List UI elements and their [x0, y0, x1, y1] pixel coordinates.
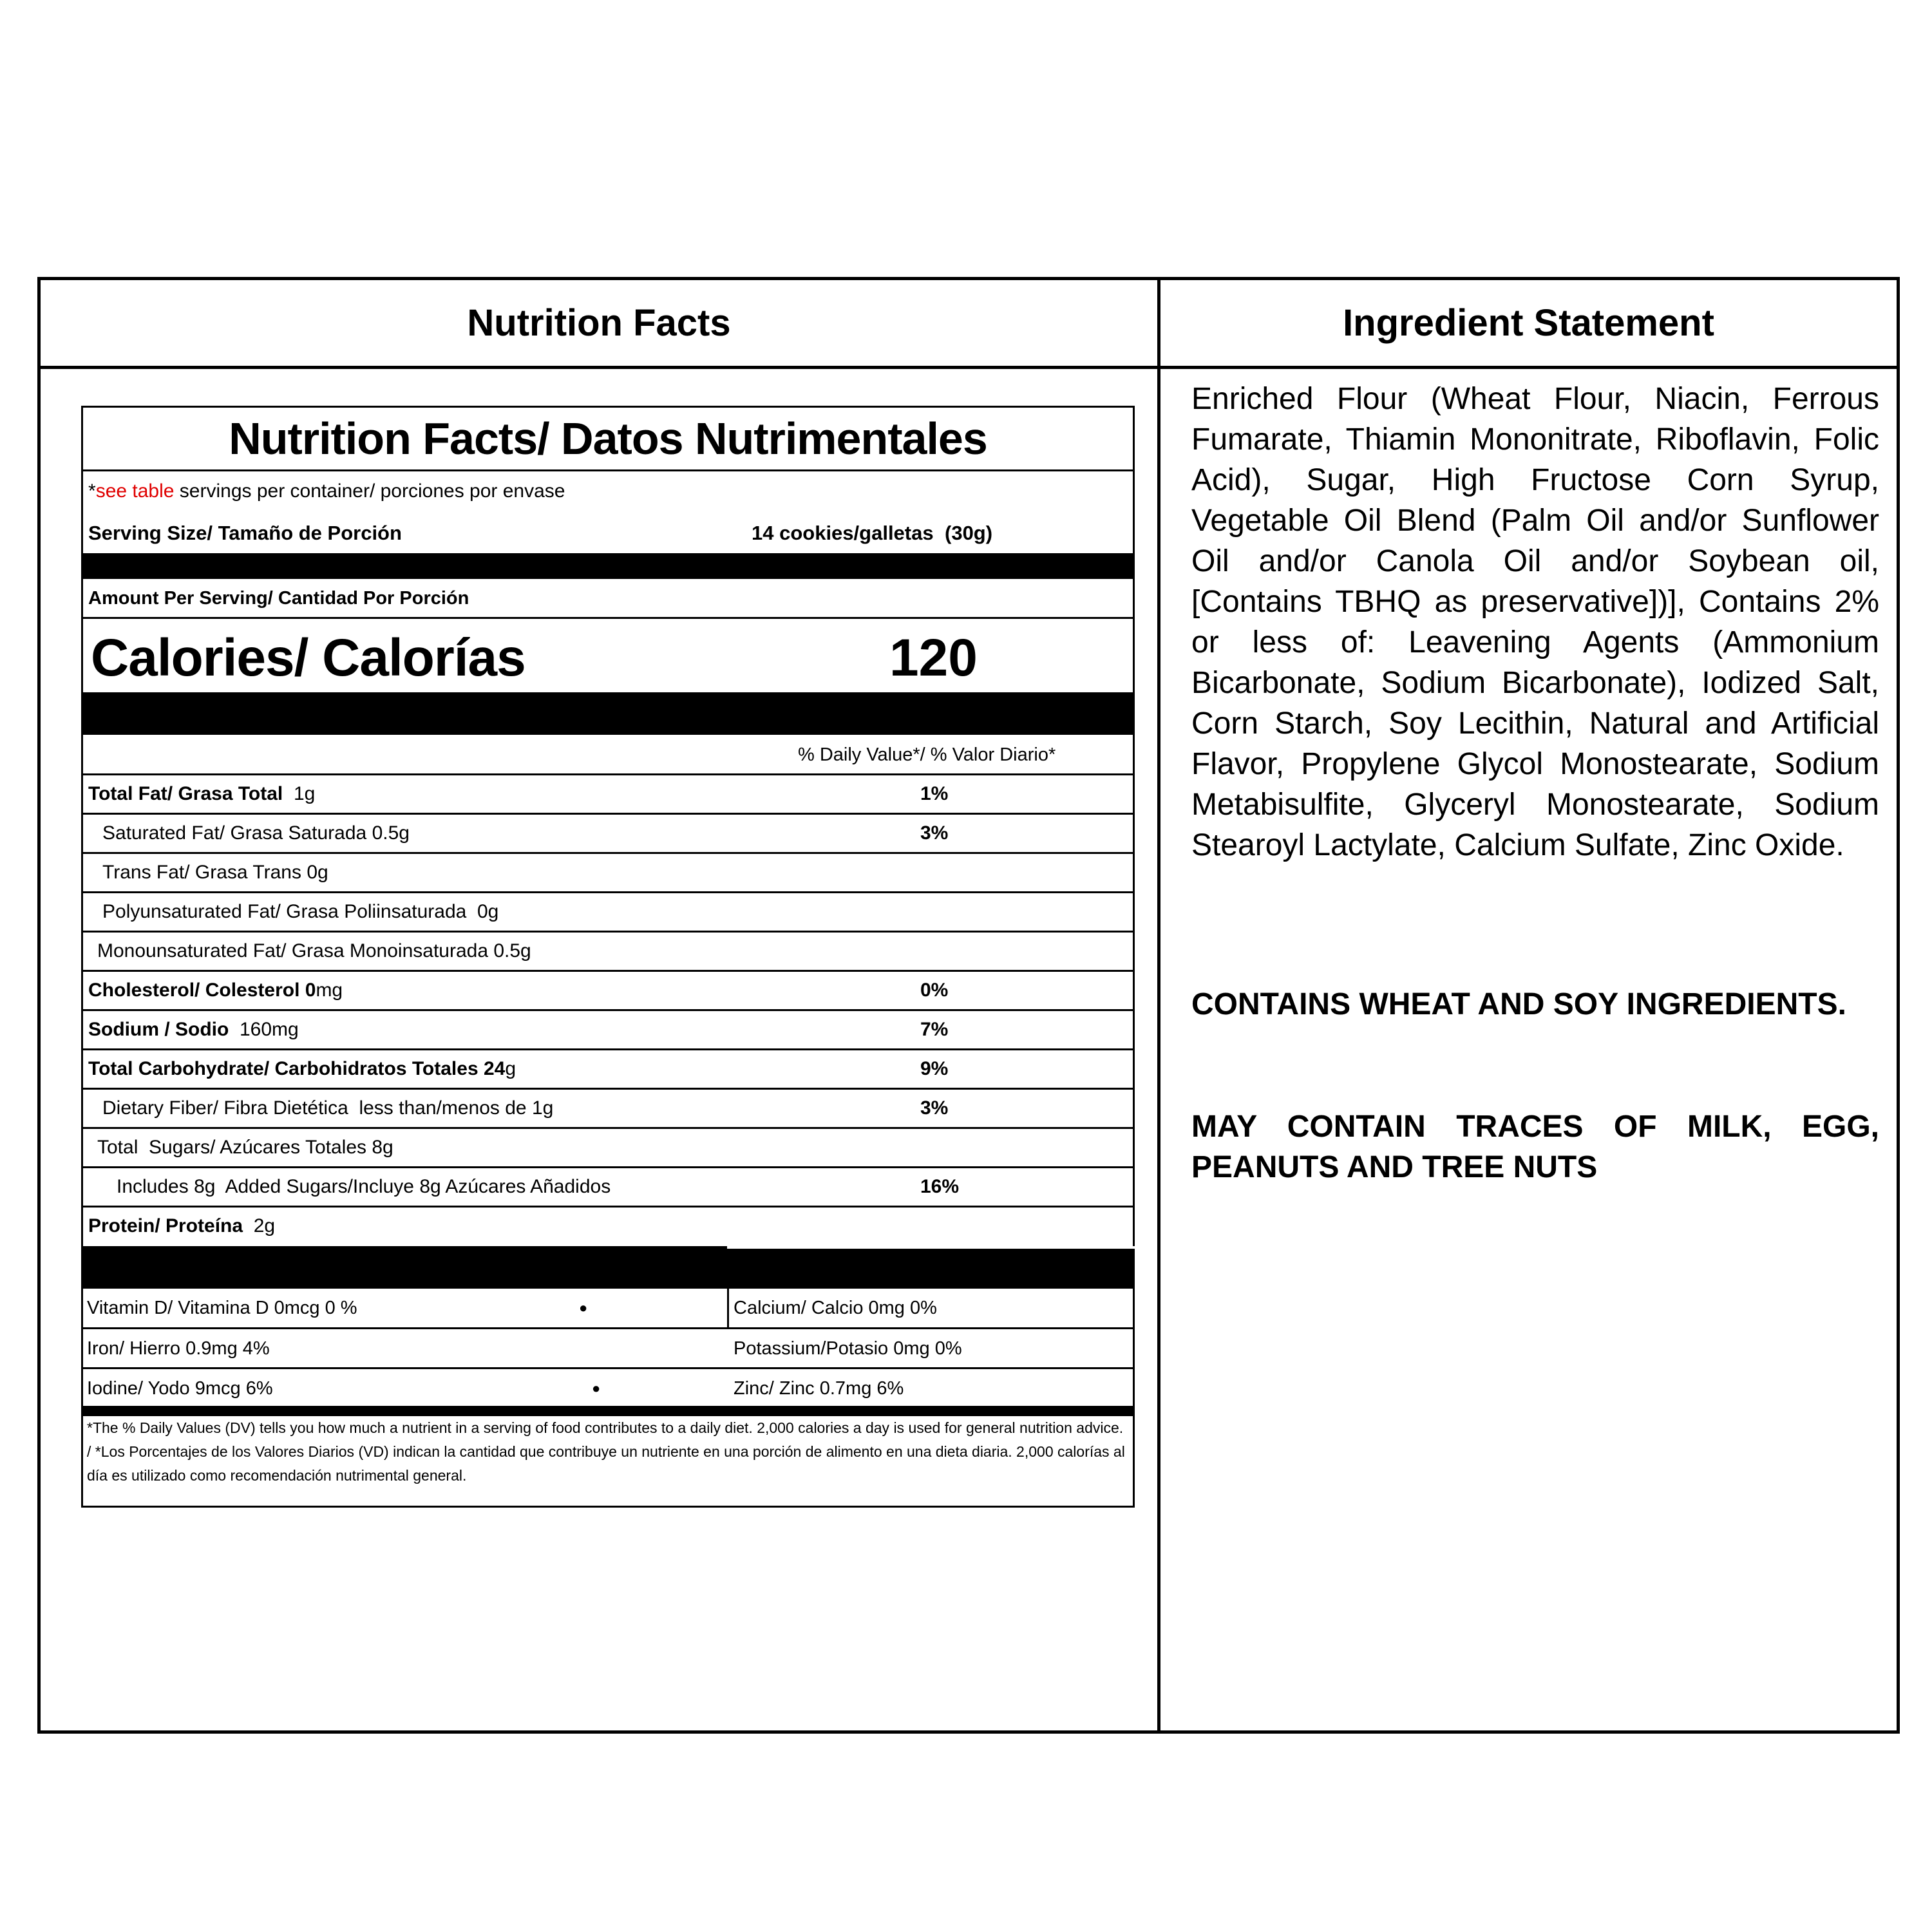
- column-divider: [1157, 280, 1160, 1730]
- vitamin-row: [83, 1329, 1133, 1368]
- thick-bar: [83, 1406, 1133, 1416]
- nutrient-name-rest: Polyunsaturated Fat/ Grasa Poliinsaturada 0g: [102, 901, 499, 922]
- vitamin-d: Vitamin D/ Vitamina D 0mcg 0 %: [87, 1297, 357, 1318]
- nutrient-name-bold: Sodium / Sodio: [88, 1019, 229, 1040]
- nutrient-daily-value: 3%: [920, 1097, 949, 1119]
- daily-value-header: % Daily Value*/ % Valor Diario*: [798, 744, 1056, 765]
- nutrient-name-rest: 1g: [283, 783, 316, 804]
- nutrient-name-bold: Total Fat/ Grasa Total: [88, 783, 283, 804]
- servings-row: [83, 472, 1133, 511]
- ingredient-column-header: Ingredient Statement: [1343, 302, 1714, 344]
- iron: Iron/ Hierro 0.9mg 4%: [87, 1338, 270, 1359]
- serving-size-value: 14 cookies/galletas: [752, 522, 934, 544]
- label-title: Nutrition Facts/ Datos Nutrimentales: [229, 413, 987, 464]
- nutrient-row: [83, 1168, 1133, 1206]
- nutrient-name-rest: 160mg: [229, 1019, 299, 1040]
- nutrient-row: [83, 1050, 1133, 1088]
- nutrient-row: [83, 933, 1133, 970]
- nutrient-name: [117, 1176, 611, 1198]
- nutrient-daily-value: 16%: [920, 1176, 960, 1197]
- nutrient-row: [83, 1090, 1133, 1127]
- serving-size-label: Serving Size/ Tamaño de Porción: [88, 522, 402, 544]
- nutrient-name: [102, 862, 328, 884]
- nutrient-name: [102, 822, 410, 844]
- zinc: Zinc/ Zinc 0.7mg 6%: [734, 1378, 904, 1399]
- nutrient-name-rest: mg: [316, 980, 343, 1001]
- nutrient-name-bold: Protein/ Proteína: [88, 1215, 243, 1236]
- nutrient-name-rest: 2g: [243, 1215, 276, 1236]
- vitamin-row: [83, 1369, 1133, 1408]
- servings-text: servings per container/ porciones por envase: [174, 480, 565, 502]
- nutrient-name-rest: Monounsaturated Fat/ Grasa Monoinsaturada 0.5g: [97, 940, 531, 961]
- servings-asterisk: *: [88, 480, 96, 502]
- nutrient-name: [97, 1137, 393, 1159]
- daily-value-header-row: [83, 735, 1133, 775]
- nutrient-row: [83, 854, 1133, 891]
- nutrient-name: [88, 1019, 299, 1041]
- nutrient-daily-value: 9%: [920, 1058, 949, 1079]
- nutrition-column-header: Nutrition Facts: [467, 302, 731, 344]
- nutrient-row: [83, 815, 1133, 852]
- nutrient-row: [83, 1011, 1133, 1048]
- nutrient-daily-value: 1%: [920, 783, 949, 804]
- nutrient-name: [88, 1215, 275, 1237]
- serving-size-grams: (30g): [945, 522, 993, 544]
- nutrient-name-rest: Saturated Fat/ Grasa Saturada 0.5g: [102, 822, 410, 844]
- nutrient-name-rest: Dietary Fiber/ Fibra Dietética less than/menos de 1g: [102, 1097, 554, 1119]
- calories-label: Calories/ Calorías: [91, 629, 526, 687]
- divider: [83, 469, 1133, 471]
- vitamin-column-divider: [727, 1289, 729, 1327]
- nutrient-daily-value: 7%: [920, 1019, 949, 1040]
- vitamin-row: [83, 1289, 1133, 1327]
- nutrition-label: [81, 406, 1135, 1508]
- bullet-icon: ●: [579, 1300, 588, 1316]
- divider: [83, 617, 1133, 619]
- nutrient-name-bold: Cholesterol/ Colesterol 0: [88, 980, 316, 1001]
- potassium: Potassium/Potasio 0mg 0%: [734, 1338, 962, 1359]
- nutrient-row: [83, 893, 1133, 931]
- nutrient-name-rest: g: [505, 1058, 516, 1079]
- nutrient-name: [88, 1058, 516, 1080]
- amount-per-serving: Amount Per Serving/ Cantidad Por Porción: [88, 587, 469, 609]
- nutrient-daily-value: 0%: [920, 980, 949, 1001]
- header-divider: [41, 366, 1897, 369]
- nutrient-name: [102, 1097, 553, 1119]
- nutrient-row: [83, 1129, 1133, 1166]
- servings-see-table: see table: [95, 480, 175, 502]
- iodine: Iodine/ Yodo 9mcg 6%: [87, 1378, 273, 1399]
- calories-value: 120: [889, 629, 978, 687]
- nutrient-name-rest: Trans Fat/ Grasa Trans 0g: [102, 862, 328, 883]
- nutrient-row: [83, 972, 1133, 1009]
- nutrient-daily-value: 3%: [920, 822, 949, 844]
- calcium: Calcium/ Calcio 0mg 0%: [734, 1297, 937, 1318]
- thick-bar: [83, 692, 1133, 735]
- nutrient-name: [97, 940, 531, 962]
- bar-notch: [727, 1246, 1135, 1249]
- ingredient-text: Enriched Flour (Wheat Flour, Niacin, Ferrous Fumarate, Thiamin Mononitrate, Riboflavin, Folic Acid), Sugar, High Fructose Corn Syrup, Vegetable Oil Blend (Palm Oil and/or Sunflower Oil and/or Canola Oil and/or Soybean oil, [Contains TBHQ as preservative])], Contains 2% or less of: Leavening Agents (Ammonium Bicarbonate, Sodium Bicarbonate), Iodized Salt, Corn Starch, Soy Lecithin, Natural and Artificial Flavor, Propylene Glycol Monostearate, Sodium Metabisulfite, Glyceryl Monostearate, Sodium Stearoyl Lactylate, Calcium Sulfate, Zinc Oxide.: [1191, 382, 1879, 862]
- serving-size-row: [83, 511, 1133, 556]
- nutrient-name: [88, 980, 343, 1001]
- thick-bar: [83, 1246, 1133, 1289]
- amount-per-serving-row: [83, 579, 1133, 618]
- nutrient-name-bold: Total Carbohydrate/ Carbohidratos Totales 24: [88, 1058, 506, 1079]
- nutrient-name: [88, 783, 315, 805]
- bullet-icon: ●: [592, 1380, 601, 1396]
- nutrient-name-rest: Includes 8g Added Sugars/Incluye 8g Azúcares Añadidos: [117, 1176, 611, 1197]
- nutrient-row: [83, 1208, 1133, 1245]
- footnote: *The % Daily Values (DV) tells you how much a nutrient in a serving of food contributes to a daily diet. 2,000 calories a day is used for general nutrition advice. / *Los Porcentajes de los Valores Diarios (VD) indican la cantidad que contribuye un nutriente en una porción de alimento en una dieta diaria. 2,000 calorías al día es utilizado como recomendación nutrimental general.: [87, 1419, 1125, 1484]
- allergen-may-contain: MAY CONTAIN TRACES OF MILK, EGG, PEANUTS AND TREE NUTS: [1191, 1110, 1879, 1184]
- nutrient-row: [83, 775, 1133, 813]
- thick-bar: [83, 553, 1133, 579]
- nutrient-name-rest: Total Sugars/ Azúcares Totales 8g: [97, 1137, 393, 1158]
- nutrient-name: [102, 901, 498, 923]
- allergen-contains: CONTAINS WHEAT AND SOY INGREDIENTS.: [1191, 987, 1846, 1021]
